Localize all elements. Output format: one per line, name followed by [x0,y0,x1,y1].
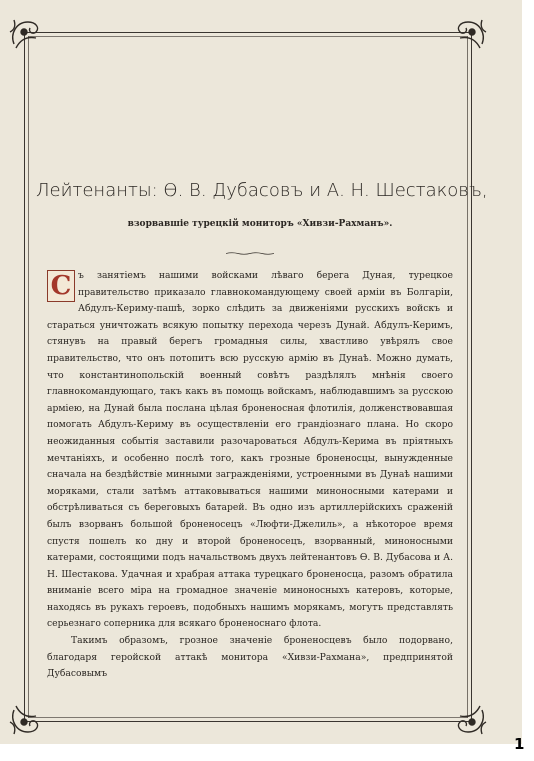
corner-ornament-bottom-left [6,700,46,740]
title-divider-rule [226,252,274,255]
page-number: 1 [514,735,525,753]
paragraph-2: Такимъ образомъ, грозное значеніе броненосцевъ было подорвано, благодаря геройской аттакѣ монитора «Хивзи-Рахмана», предпринятой Дубасовымъ [47,635,453,680]
page-title: Лейтенанты: Ѳ. В. Дубасовъ и А. Н. Шестаковъ, [36,180,488,201]
corner-ornament-bottom-right [450,700,490,740]
dropcap-initial: С [47,270,75,302]
page-subtitle: взорвавшіе турецкій мониторъ «Хивзи-Рахманъ». [127,219,393,229]
corner-ornament-top-left [6,14,46,54]
corner-ornament-top-right [450,14,490,54]
paragraph-1 [47,268,453,633]
article-body [47,268,453,683]
paragraph-1-text: ъ занятіемъ нашими войсками лѣваго берега Дуная, турецкое правительство приказало главнокомандующему своей арміи въ Болгаріи, Абдулъ-Кериму-пашѣ, зорко слѣдить за движеніями русскихъ войскъ и стараться уничтожать всякую попытку перехода черезъ Дунай. Абдулъ-Керимъ, стянувъ на правый берегъ громадныя силы, хвастливо увѣрялъ свое правительство, что онъ потопитъ всю русскую армію въ Дунаѣ. Можно думать, что константинопольскій военный совѣтъ раздѣлялъ мнѣнія своего главнокомандующаго, такъ какъ въ помощь войскамъ, наблюдавшимъ за русскою арміею, на Дунай была послана цѣлая броненосная флотилія, долженствовавшая помогать Абдулъ-Кериму въ осуществленіи его грандіознаго плана. Но скоро неожиданныя событія заставили разочароваться Абдулъ-Керима въ пріятныхъ мечтаніяхъ, и особенно послѣ того, какъ грозные броненосцы, вынужденные сначала на бездѣйствіе минными загражденіями, устроенными въ Дунаѣ нашими моряками, стали затѣмъ аттаковываться нашими миноносными катерами и обстрѣливаться съ береговыхъ батарей. Въ одно изъ артиллерійскихъ сраженій былъ взорванъ большой броненосецъ «Люфти-Джелиль», а нѣкоторое время спустя пошелъ ко дну и второй броненосецъ, взорванный, миноносными катерами, состоящими подъ начальствомъ двухъ лейтенантовъ Ѳ. В. Дубасова и А. Н. Шестакова. Удачная и храбрая аттака турецкаго броненосца, разомъ обратила вниманіе всего міра на громадное значеніе миноносныхъ катеровъ, которые, находясь въ рукахъ героевъ, подобныхъ нашимъ морякамъ, могутъ представлять серьезнаго соперника для всякаго броненоснаго флота. [47,270,453,630]
